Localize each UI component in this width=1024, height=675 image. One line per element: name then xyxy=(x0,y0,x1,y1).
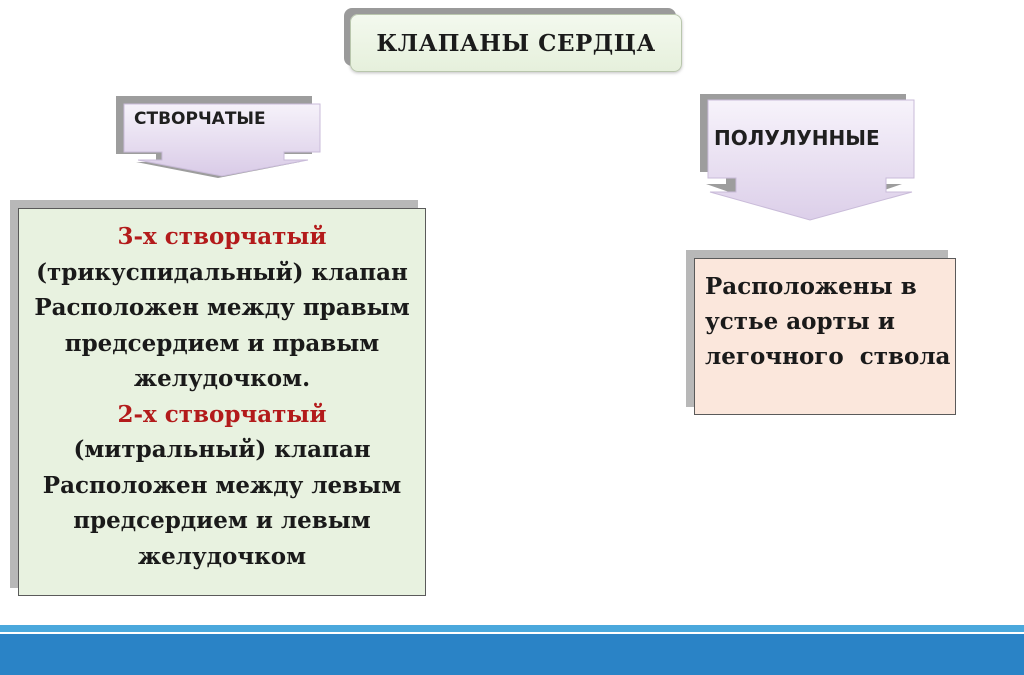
right-line: Расположены в xyxy=(705,273,917,300)
footer-stripe xyxy=(0,625,1024,632)
left-line: (митральный) клапан xyxy=(73,436,371,463)
left-line: (трикуспидальный) клапан xyxy=(36,258,408,286)
right-arrow-label: ПОЛУЛУННЫЕ xyxy=(714,126,880,150)
right-line: устье аорты и xyxy=(705,308,895,335)
right-line: легочного ствола xyxy=(705,343,951,370)
left-line: Расположен между левым xyxy=(42,471,402,499)
left-line: предсердием и правым xyxy=(64,329,380,357)
left-line: желудочком. xyxy=(133,365,311,392)
semilunar-panel xyxy=(694,258,956,415)
footer-bar xyxy=(0,634,1024,675)
left-line: желудочком xyxy=(137,542,307,570)
right-arrow-shape xyxy=(696,90,920,222)
left-line: Расположен между правым xyxy=(34,294,410,321)
left-line: предсердием и левым xyxy=(73,507,371,534)
left-line: 3-х створчатый xyxy=(117,223,327,250)
left-arrow-callout xyxy=(112,92,328,178)
left-arrow-shape xyxy=(112,92,328,178)
left-arrow-label: СТВОРЧАТЫЕ xyxy=(134,109,266,129)
right-arrow-callout xyxy=(696,90,920,222)
title-box xyxy=(350,14,682,72)
diagram-title: КЛАПАНЫ СЕРДЦА xyxy=(376,29,656,57)
tricuspid-mitral-panel xyxy=(18,208,426,596)
left-line: 2-х створчатый xyxy=(117,400,327,428)
